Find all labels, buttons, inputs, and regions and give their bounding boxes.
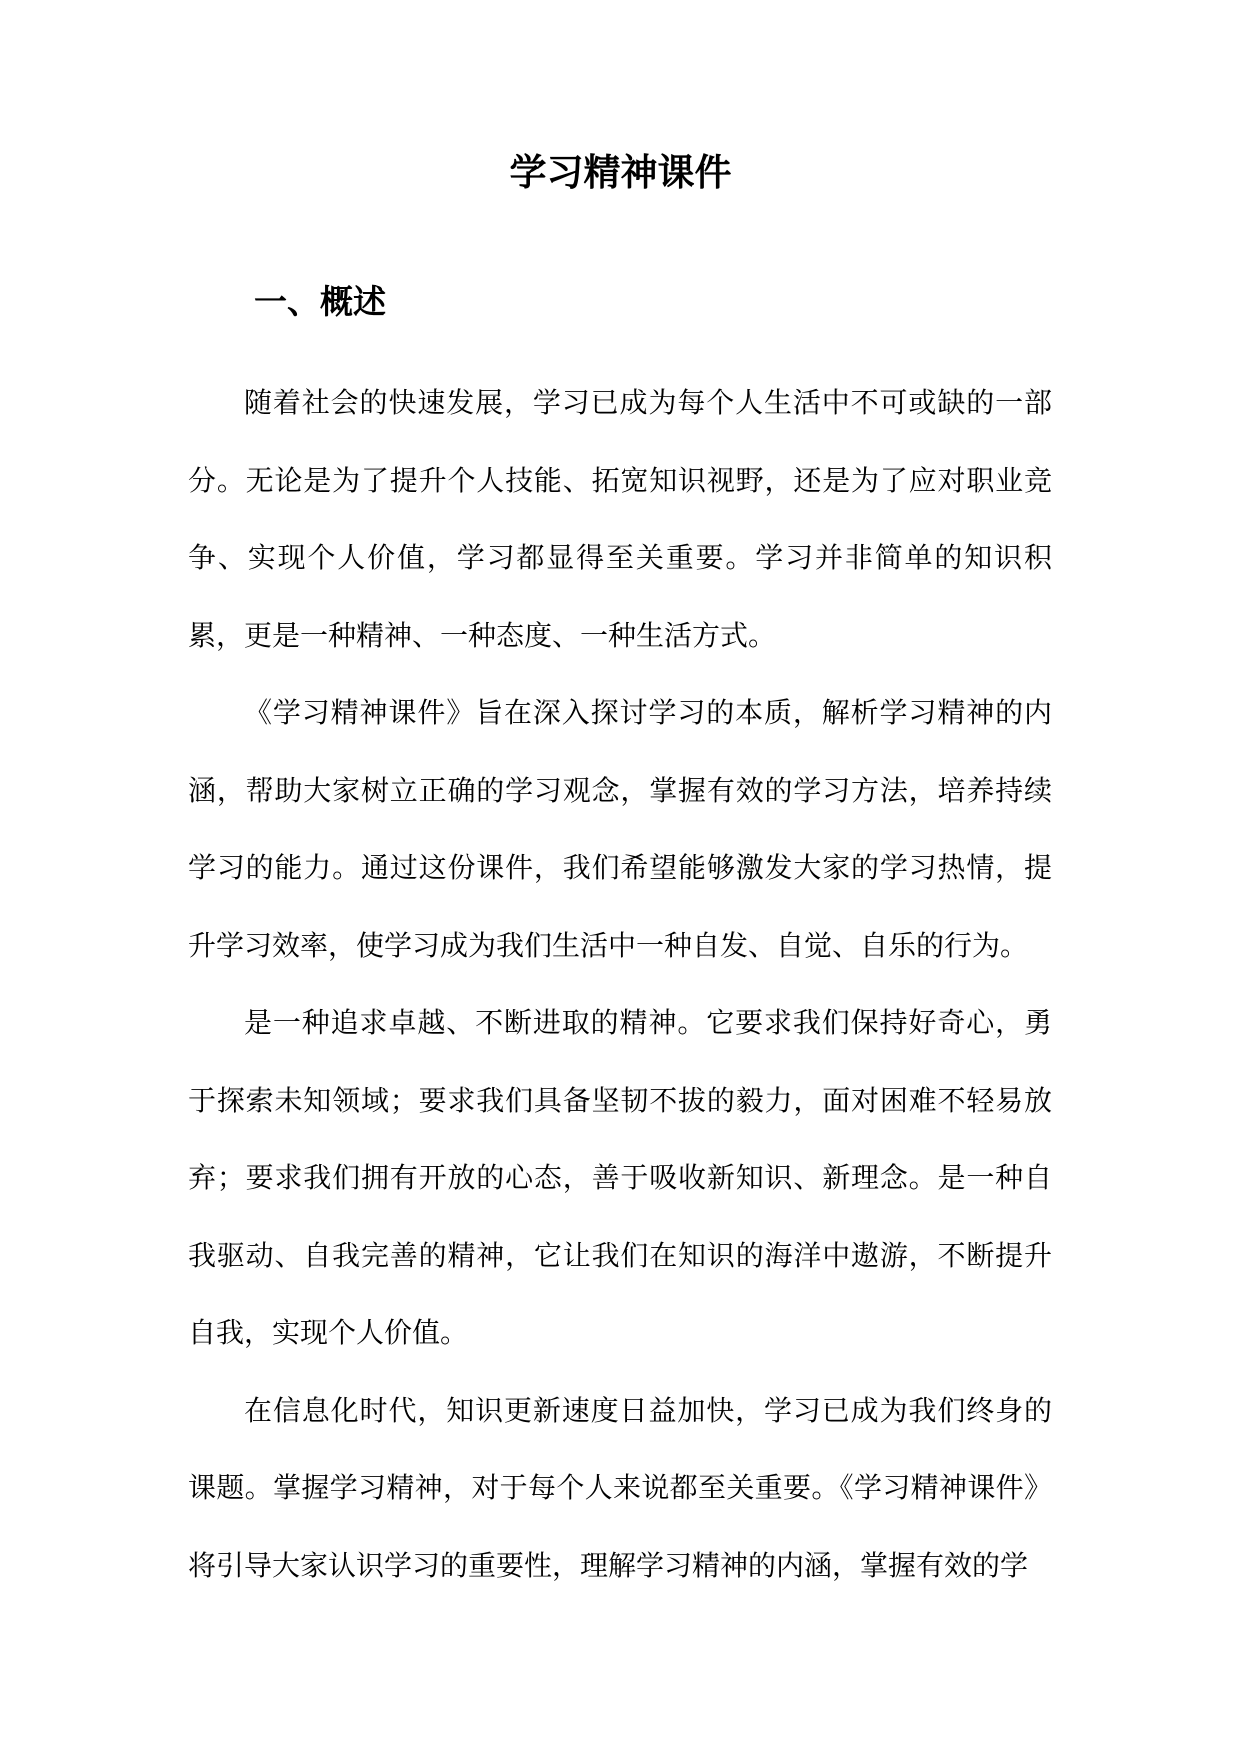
paragraph: 随着社会的快速发展，学习已成为每个人生活中不可或缺的一部分。无论是为了提升个人技能、拓宽知识视野，还是为了应对职业竞争、实现个人价值，学习都显得至关重要。学习并非简单的知识积累，更是一种精神、一种态度、一种生活方式。	[188, 386, 1052, 652]
page-title: 学习精神课件	[509, 151, 732, 194]
paragraph: 是一种追求卓越、不断进取的精神。它要求我们保持好奇心，勇于探索未知领域；要求我们具备坚韧不拔的毅力，面对困难不轻易放弃；要求我们拥有开放的心态，善于吸收新知识、新理念。是一种自我驱动、自我完善的精神，它让我们在知识的海洋中遨游，不断提升自我，实现个人价值。	[188, 1006, 1052, 1349]
paragraph: 在信息化时代，知识更新速度日益加快，学习已成为我们终身的课题。掌握学习精神，对于每个人来说都至关重要。《学习精神课件》将引导大家认识学习的重要性，理解学习精神的内涵，掌握有效的学	[188, 1393, 1052, 1582]
paragraph: 《学习精神课件》旨在深入探讨学习的本质，解析学习精神的内涵，帮助大家树立正确的学习观念，掌握有效的学习方法，培养持续学习的能力。通过这份课件，我们希望能够激发大家的学习热情，提升学习效率，使学习成为我们生活中一种自发、自觉、自乐的行为。	[188, 696, 1052, 962]
section-heading: 一、概述	[254, 282, 386, 321]
document-body	[188, 364, 1052, 1604]
